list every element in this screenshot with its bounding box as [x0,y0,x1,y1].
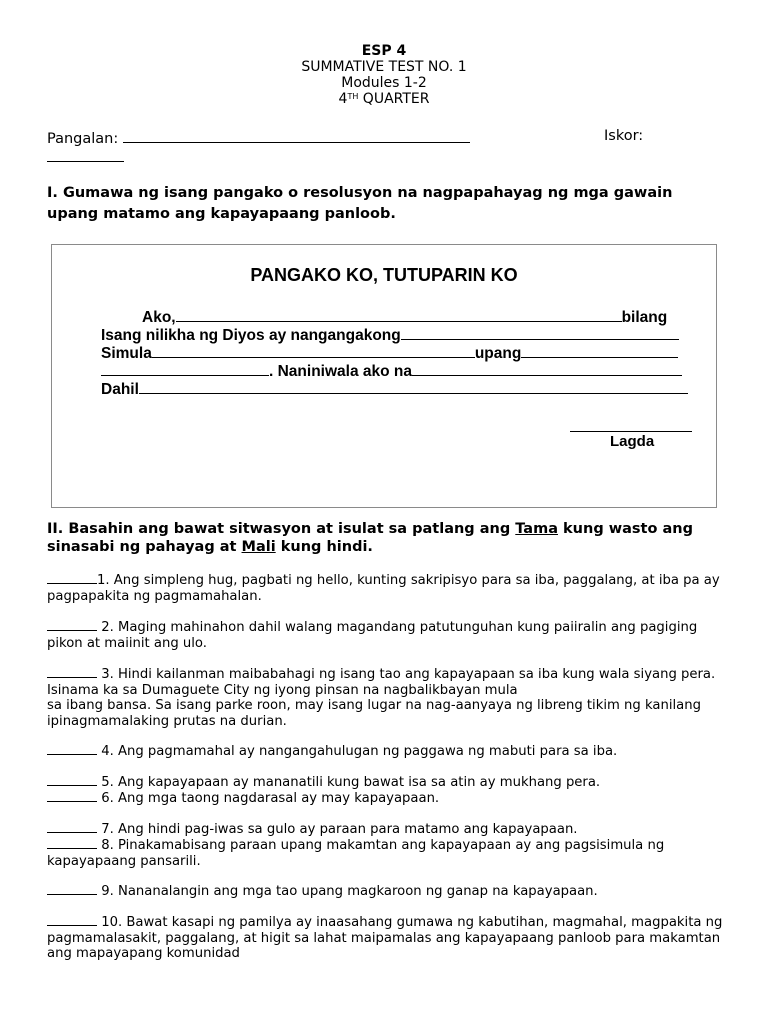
dahil-label: Dahil [101,381,139,398]
dahil-blank[interactable] [139,379,688,394]
item-text: 6. Ang mga taong nagdarasal ay may kapayapaan. [97,791,440,806]
list-item [47,619,737,651]
pledge-title: PANGAKO KO, TUTUPARIN KO [250,265,518,285]
list-item [47,666,737,729]
score-field[interactable] [47,161,124,162]
answer-blank[interactable] [47,790,97,802]
naniniwala-blank[interactable] [412,361,682,376]
list-item [47,572,737,604]
list-item [47,837,737,869]
item-text: 4. Ang pagmamahal ay nangangahulugan ng paggawa ng mabuti para sa iba. [97,744,618,759]
test-title: SUMMATIVE TEST NO. 1 [301,59,467,75]
item-text: 7. Ang hindi pag-iwas sa gulo ay paraan para matamo ang kapayapaan. [97,822,578,837]
quarter-number: 4 [338,91,348,107]
answer-blank[interactable] [47,914,97,926]
subject-title: ESP 4 [361,43,407,59]
ako-label: Ako, [142,309,176,326]
item-text: 10. Bawat kasapi ng pamilya ay inaasahang gumawa ng kabutihan, magmahal, magpakita ng pagmamalasakit, paggalang, at higit sa lahat maipamalas ang kapayapaang panloob para makamtan ang mapayapang komunidad [47,915,723,961]
answer-blank[interactable] [47,821,97,833]
pledge-line-1 [142,307,667,327]
item-text: 5. Ang kapayapaan ay mananatili kung bawat isa sa atin ay mukhang pera. [97,775,601,790]
quarter-label [0,91,768,107]
item-text: 2. Maging mahinahon dahil walang magandang patutunguhan kung paiiralin ang pagiging pikon at maiinit ang ulo. [47,620,698,651]
quarter-word: QUARTER [362,91,430,107]
quarter-superscript: TH [347,92,359,101]
pledge-box [51,244,717,508]
pledge-line-5 [101,379,688,399]
score-label: Iskor: [604,128,644,144]
list-item [47,774,737,791]
section2-suffix: kung hindi. [275,539,373,555]
item-text: 8. Pinakamabisang paraan upang makamtan ang kapayapaan ay ang pagsisimula ng kapayapaang pansarili. [47,838,665,869]
upang-label: upang [474,345,522,362]
mali-word: Mali [241,539,276,555]
pledge-line-4 [101,361,682,381]
list-item [47,743,737,760]
answer-blank[interactable] [47,883,97,895]
answer-blank[interactable] [47,572,97,584]
list-item [47,821,737,838]
pledge-line-2 [101,325,679,345]
list-item [47,790,737,807]
naniniwala-label: . Naniniwala ako na [269,363,412,380]
name-row [47,128,470,148]
document-header [0,43,768,107]
simula-label: Simula [101,345,152,362]
ako-blank[interactable] [176,307,622,322]
section2-prefix: II. Basahin ang bawat sitwasyon at isulat sa patlang ang [47,521,516,537]
tama-word: Tama [515,521,558,537]
item-text: 3. Hindi kailanman maibabahagi ng isang tao ang kapayapaan sa iba kung wala siyang pera. Isinama ka sa Dumaguete City ng iyong pinsan na nagbalikbayan mula [47,667,716,698]
answer-blank[interactable] [47,666,97,678]
list-item [47,914,737,962]
item-text: 9. Nananalangin ang mga tao upang magkaroon ng ganap na kapayapaan. [97,884,598,899]
nangangakong-blank[interactable] [401,325,679,340]
pre-naniniwala-blank[interactable] [101,361,269,376]
nilikha-label: Isang nilikha ng Diyos ay nangangakong [101,327,401,344]
item-text-continued: sa ibang bansa. Sa isang parke roon, may isang lugar na nag-aanyaya ng libreng tikim ng kanilang ipinagmamalaking prutas na durian. [47,698,701,729]
section2-instruction [47,520,737,556]
signature-line[interactable] [570,431,692,432]
answer-blank[interactable] [47,619,97,631]
upang-blank[interactable] [521,343,678,358]
modules-label: Modules 1-2 [341,75,427,91]
simula-blank[interactable] [152,343,475,358]
answer-blank[interactable] [47,837,97,849]
answer-blank[interactable] [47,743,97,755]
pledge-line-3 [101,343,678,363]
item-text: 1. Ang simpleng hug, pagbati ng hello, kunting sakripisyo para sa iba, paggalang, at iba pa ay pagpapakita ng pagmamahalan. [47,573,720,604]
section1-instruction: I. Gumawa ng isang pangako o resolusyon na nagpapahayag ng mga gawain upang matamo ang kapayapaang panloob. [47,185,673,222]
bilang-label: bilang [621,309,668,326]
section2-middle: kung wasto ang sinasabi ng pahayag at [47,521,693,555]
signature-label: Lagda [610,433,655,450]
name-label: Pangalan: [47,131,119,147]
list-item [47,883,737,900]
answer-blank[interactable] [47,774,97,786]
name-field[interactable] [123,128,470,143]
